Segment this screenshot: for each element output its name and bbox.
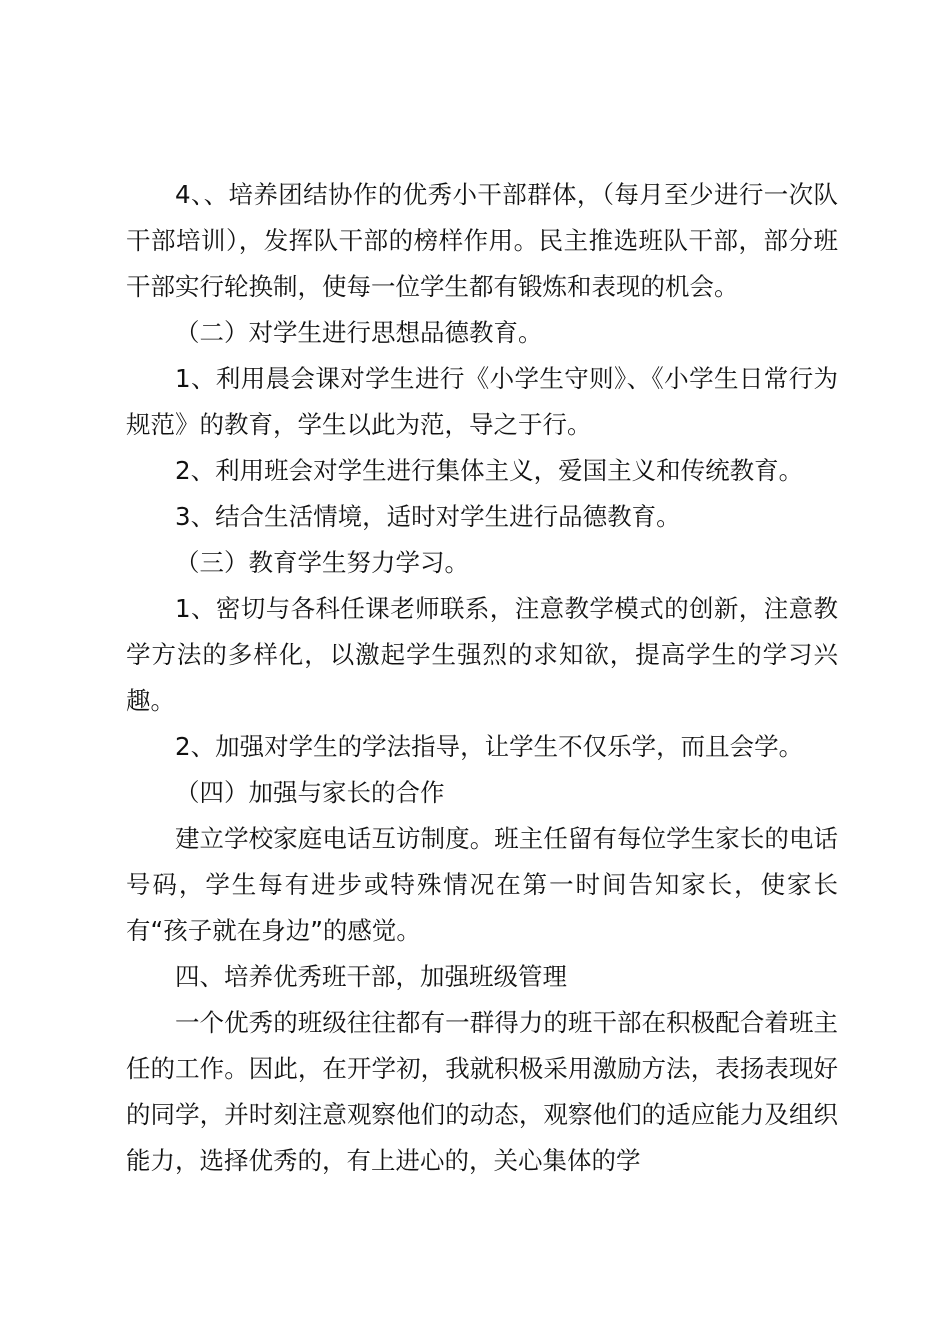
paragraph-cadre-training: 4、、培养团结协作的优秀小干部群体，（每月至少进行一次队干部培训），发挥队干部的榜样作用。民主推选班队干部，部分班干部实行轮换制，使每一位学生都有锻炼和表现的机会。 xyxy=(126,180,838,301)
paragraph-morning-meeting: 1、利用晨会课对学生进行《小学生守则》、《小学生日常行为规范》的教育，学生以此为范，导之于行。 xyxy=(126,364,838,439)
section-heading-parents: （四）加强与家长的合作 xyxy=(175,778,445,807)
paragraph-learning-guidance: 2、加强对学生的学法指导，让学生不仅乐学，而且会学。 xyxy=(175,732,804,761)
paragraph-class-meeting: 2、利用班会对学生进行集体主义，爱国主义和传统教育。 xyxy=(175,456,804,485)
section-heading-moral-education: （二）对学生进行思想品德教育。 xyxy=(175,318,543,347)
section-heading-study: （三）教育学生努力学习。 xyxy=(175,548,469,577)
paragraph-phone-visits: 建立学校家庭电话互访制度。班主任留有每位学生家长的电话号码，学生每有进步或特殊情况在第一时间告知家长，使家长有“孩子就在身边”的感觉。 xyxy=(126,824,838,945)
paragraph-life-situation: 3、结合生活情境，适时对学生进行品德教育。 xyxy=(175,502,681,531)
section-heading-class-cadres: 四、培养优秀班干部，加强班级管理 xyxy=(175,962,567,991)
document-body xyxy=(126,172,838,1184)
paragraph-teacher-contact: 1、密切与各科任课老师联系，注意教学模式的创新，注意教学方法的多样化，以激起学生强烈的求知欲，提高学生的学习兴趣。 xyxy=(126,594,838,715)
paragraph-class-management: 一个优秀的班级往往都有一群得力的班干部在积极配合着班主任的工作。因此，在开学初，我就积极采用激励方法，表扬表现好的同学，并时刻注意观察他们的动态，观察他们的适应能力及组织能力，选择优秀的，有上进心的，关心集体的学 xyxy=(126,1008,838,1175)
